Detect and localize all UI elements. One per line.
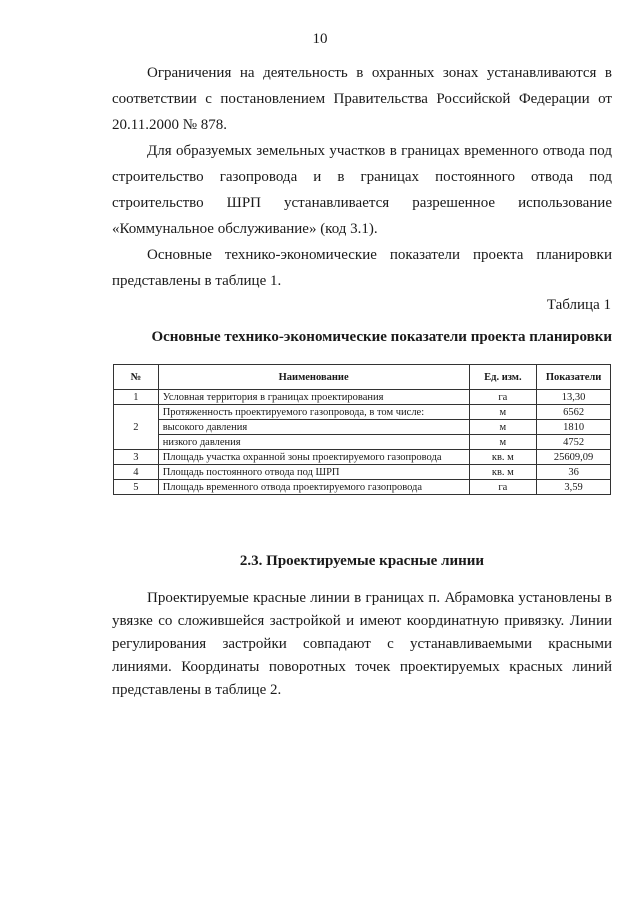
row-name: Площадь временного отвода проектируемого газопровода xyxy=(158,480,469,495)
row-num: 5 xyxy=(114,480,159,495)
row-num: 4 xyxy=(114,465,159,480)
header-num: № xyxy=(114,365,159,390)
table-label: Таблица 1 xyxy=(546,297,611,313)
row-num: 1 xyxy=(114,390,159,405)
header-unit: Ед. изм. xyxy=(469,365,537,390)
table-header-row xyxy=(114,365,611,390)
header-value: Показатели xyxy=(537,365,611,390)
row-unit: га xyxy=(469,480,537,495)
table-row xyxy=(114,420,611,435)
section-heading: 2.3. Проектируемые красные линии xyxy=(239,553,485,569)
table-row xyxy=(114,390,611,405)
row-name: Протяженность проектируемого газопровода, в том числе: xyxy=(158,405,469,420)
row-value: 3,59 xyxy=(537,480,611,495)
row-num: 2 xyxy=(114,405,159,450)
row-value: 4752 xyxy=(537,435,611,450)
row-value: 1810 xyxy=(537,420,611,435)
table-row xyxy=(114,465,611,480)
row-value: 25609,09 xyxy=(537,450,611,465)
row-name: низкого давления xyxy=(158,435,469,450)
table-row xyxy=(114,405,611,420)
row-num: 3 xyxy=(114,450,159,465)
row-unit: га xyxy=(469,390,537,405)
row-unit: кв. м xyxy=(469,465,537,480)
paragraph-red-lines: Проектируемые красные линии в границах п. Абрамовка установлены в увязке со сложившейся застройкой и имеют координатную привязку. Линии регулирования застройки совпадают с устанавливаемыми красными линиями. Координаты поворотных точек проектируемых красных линий представлены в таблице 2. xyxy=(112,590,612,698)
table-row xyxy=(114,450,611,465)
row-name: Условная территория в границах проектирования xyxy=(158,390,469,405)
table-row xyxy=(114,480,611,495)
paragraph-land-use: Для образуемых земельных участков в границах временного отвода под строительство газопровода и в границах постоянного отвода под строительство ШРП устанавливается разрешенное использование «Коммунальное обслуживание» (код 3.1). xyxy=(112,143,612,237)
table-row xyxy=(114,435,611,450)
paragraph-restrictions: Ограничения на деятельность в охранных зонах устанавливаются в соответствии с постановлением Правительства Российской Федерации от 20.11.2000 № 878. xyxy=(112,65,612,133)
header-name: Наименование xyxy=(158,365,469,390)
row-name: высокого давления xyxy=(158,420,469,435)
row-value: 13,30 xyxy=(537,390,611,405)
table-title: Основные технико-экономические показатели проекта планировки xyxy=(151,329,612,345)
row-value: 36 xyxy=(537,465,611,480)
row-name: Площадь постоянного отвода под ШРП xyxy=(158,465,469,480)
row-unit: кв. м xyxy=(469,450,537,465)
row-name: Площадь участка охранной зоны проектируемого газопровода xyxy=(158,450,469,465)
indicators-table xyxy=(113,364,611,495)
row-unit: м xyxy=(469,405,537,420)
row-value: 6562 xyxy=(537,405,611,420)
page-number: 10 xyxy=(312,31,328,47)
paragraph-indicators-intro: Основные технико-экономические показатели проекта планировки представлены в таблице 1. xyxy=(112,247,612,289)
row-unit: м xyxy=(469,435,537,450)
row-unit: м xyxy=(469,420,537,435)
